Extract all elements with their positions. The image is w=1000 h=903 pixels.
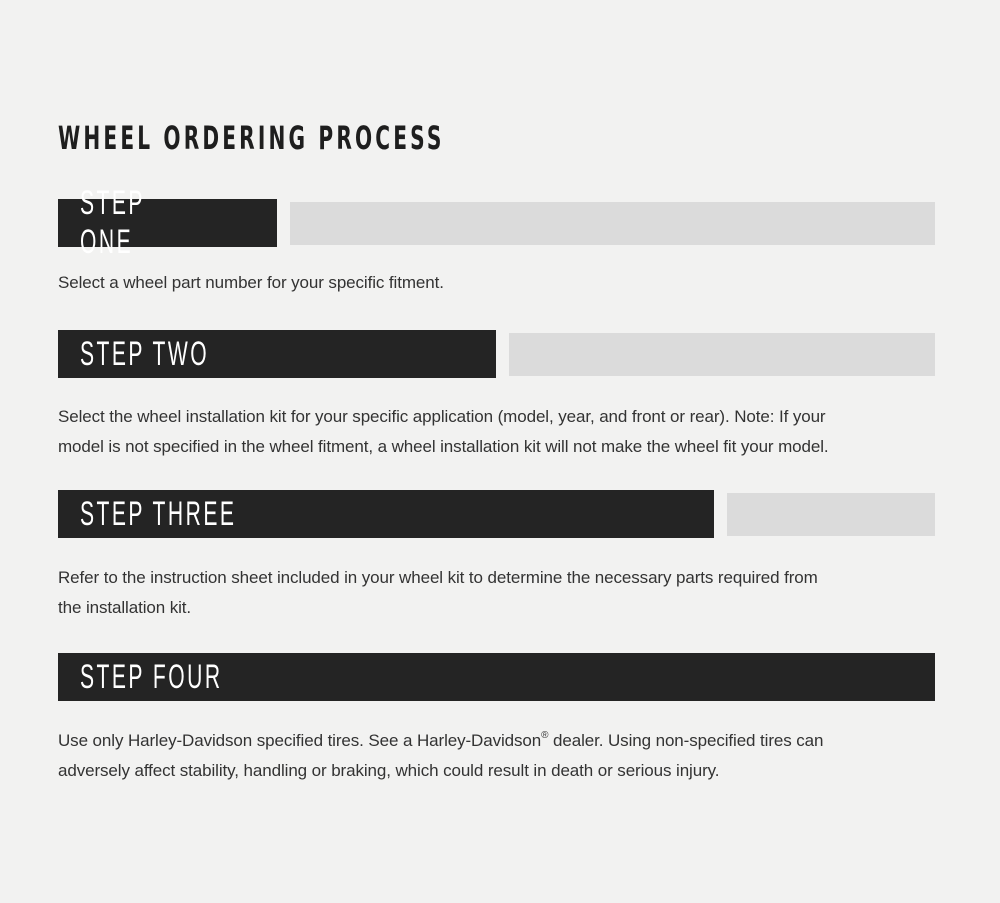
step-three-gray-bar (727, 493, 935, 536)
step-two-header-bar (58, 330, 496, 378)
step-four-description-line-2: adversely affect stability, handling or braking, which could result in death or serious injury. (58, 761, 720, 780)
page-title-text: WHEEL ORDERING PROCESS (58, 119, 445, 157)
step-two-description-line-1: Select the wheel installation kit for your specific application (model, year, and front or rear). Note: If your (58, 407, 826, 426)
step-one-description-line-1: Select a wheel part number for your specific fitment. (58, 273, 444, 292)
step-two-label: STEP TWO (80, 334, 210, 373)
step-four-text-after-reg: dealer. Using non-specified tires can (548, 731, 824, 750)
step-four-description (58, 726, 948, 786)
step-three-description-line-1: Refer to the instruction sheet included in your wheel kit to determine the necessary parts required from (58, 568, 818, 587)
step-one-gray-bar (290, 202, 935, 245)
step-two-description-line-2: model is not specified in the wheel fitment, a wheel installation kit will not make the wheel fit your model. (58, 437, 829, 456)
registered-trademark-symbol: ® (541, 730, 549, 742)
step-one-header-bar (58, 184, 277, 261)
step-four-header-bar (58, 653, 935, 701)
step-one-label: STEP ONE (80, 184, 145, 261)
step-three-label: STEP THREE (80, 494, 237, 533)
step-four-text-before-reg: Use only Harley-Davidson specified tires. See a Harley-Davidson (58, 731, 542, 750)
step-four-description-line-1 (58, 726, 948, 756)
step-two-gray-bar (509, 333, 935, 376)
step-three-description-line-2: the installation kit. (58, 598, 192, 617)
step-three-description (58, 563, 948, 623)
page-title (58, 120, 672, 156)
step-two-description (58, 402, 948, 462)
step-one-description (58, 268, 948, 298)
step-three-header-bar (58, 490, 714, 538)
step-four-label: STEP FOUR (80, 657, 223, 696)
